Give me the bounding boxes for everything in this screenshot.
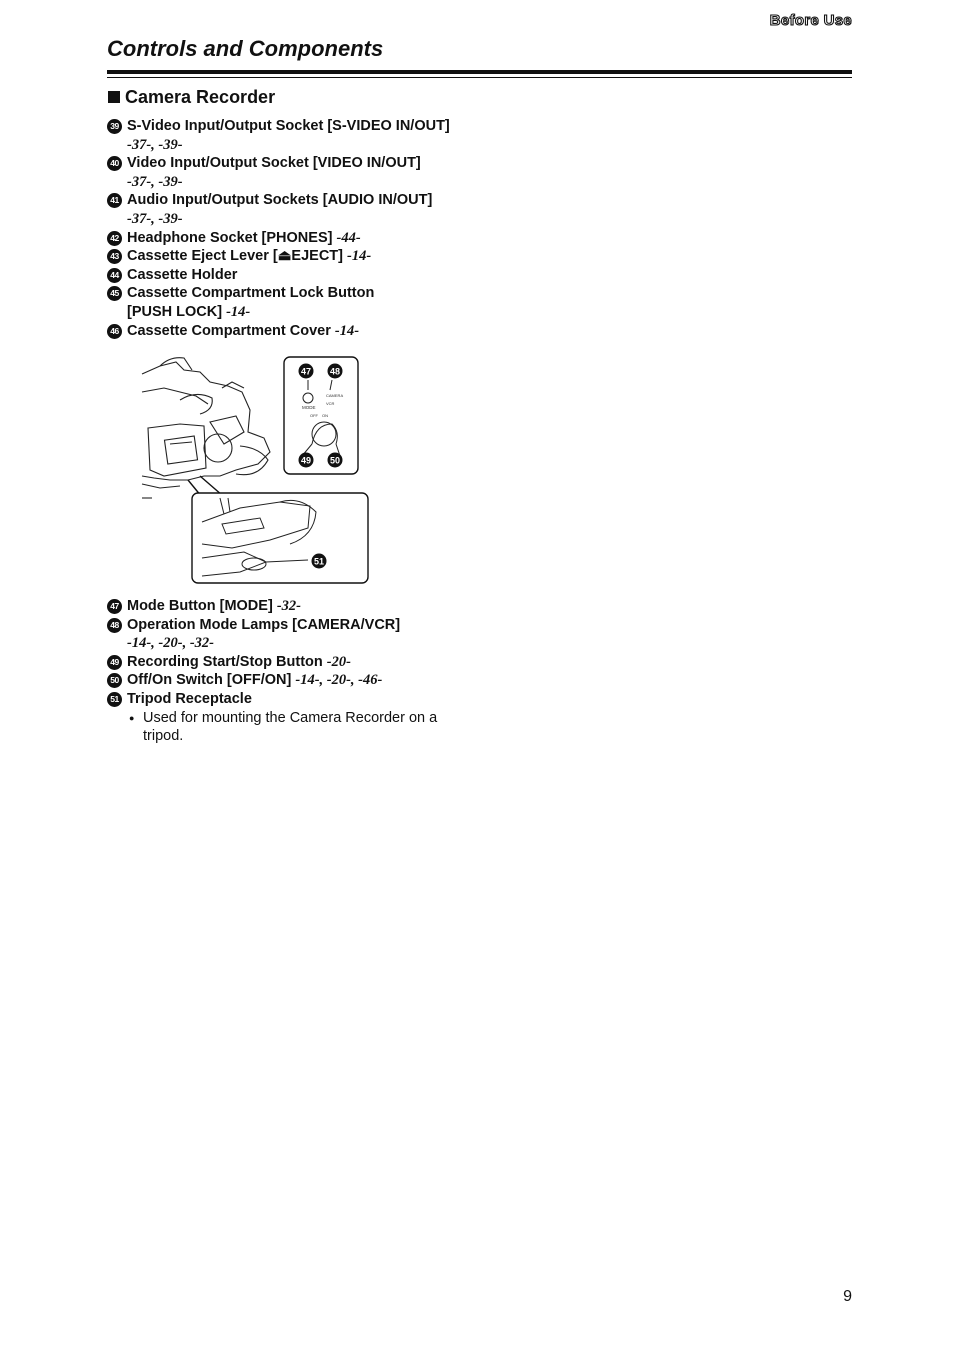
item-number: 51 bbox=[107, 692, 122, 707]
item-ref: -14- bbox=[347, 248, 372, 265]
fig-small-label-on: ON bbox=[322, 413, 328, 418]
item-number: 43 bbox=[107, 249, 122, 264]
item-number: 40 bbox=[107, 156, 122, 171]
camera-illustration bbox=[140, 352, 372, 588]
section-tag: Before Use bbox=[769, 12, 852, 29]
item-number: 49 bbox=[107, 655, 122, 670]
list-item bbox=[107, 247, 487, 266]
item-label: Recording Start/Stop Button bbox=[127, 653, 323, 670]
component-list-top bbox=[107, 117, 487, 340]
item-number: 39 bbox=[107, 119, 122, 134]
item-number: 47 bbox=[107, 599, 122, 614]
list-item bbox=[107, 322, 487, 341]
item-number: 50 bbox=[107, 673, 122, 688]
item-number: 44 bbox=[107, 268, 122, 283]
item-label: Off/On Switch [OFF/ON] bbox=[127, 672, 292, 689]
square-bullet-icon bbox=[108, 91, 120, 103]
item-label: Operation Mode Lamps [CAMERA/VCR] bbox=[127, 616, 401, 633]
item-label: Tripod Receptacle bbox=[127, 690, 252, 707]
inset-controls-box bbox=[284, 357, 358, 474]
title-rule-thin bbox=[107, 77, 852, 78]
list-item bbox=[107, 671, 487, 690]
fig-small-label-mode: MODE bbox=[302, 405, 316, 410]
item-label: Mode Button [MODE] bbox=[127, 598, 273, 614]
callout-51: 51 bbox=[313, 556, 325, 567]
list-item bbox=[107, 229, 487, 248]
item-number: 45 bbox=[107, 286, 122, 301]
item-label: Cassette Compartment Lock Button bbox=[127, 285, 375, 302]
list-item bbox=[107, 191, 487, 228]
subheading-text: Camera Recorder bbox=[125, 87, 276, 107]
item-label: S-Video Input/Output Socket [S-VIDEO IN/OUT] bbox=[127, 118, 450, 134]
callout-50: 50 bbox=[329, 455, 341, 466]
item-number: 41 bbox=[107, 193, 122, 208]
component-list-bottom bbox=[107, 597, 487, 746]
list-item bbox=[107, 597, 487, 616]
item-ref: -37-, -39- bbox=[127, 210, 183, 227]
item-label: Video Input/Output Socket [VIDEO IN/OUT] bbox=[127, 155, 421, 172]
title-rule bbox=[107, 70, 852, 74]
item-number: 46 bbox=[107, 324, 122, 339]
item-ref: -37-, -39- bbox=[127, 173, 183, 190]
list-item bbox=[107, 266, 487, 285]
inset-underside-box bbox=[192, 493, 368, 583]
page-title: Controls and Components bbox=[107, 36, 384, 61]
item-number: 48 bbox=[107, 618, 122, 633]
fig-small-label-off: OFF bbox=[310, 413, 318, 418]
callout-48: 48 bbox=[329, 366, 341, 377]
item-ref: -14-, -20-, -32- bbox=[127, 635, 214, 652]
fig-small-label-vcr: VCR bbox=[326, 401, 335, 406]
item-label: Audio Input/Output Sockets [AUDIO IN/OUT] bbox=[127, 192, 433, 209]
item-label: Headphone Socket [PHONES] bbox=[127, 229, 333, 246]
list-item bbox=[107, 284, 487, 321]
fig-small-label-camera: CAMERA bbox=[326, 393, 344, 398]
item-ref: -44- bbox=[336, 229, 361, 246]
callout-49: 49 bbox=[300, 455, 312, 466]
list-item bbox=[107, 154, 487, 191]
item-label-cont: [PUSH LOCK] bbox=[127, 303, 223, 320]
subheading bbox=[108, 87, 275, 108]
list-item bbox=[107, 653, 487, 672]
item-ref: -14-, -20-, -46- bbox=[295, 672, 383, 689]
item-ref: -14- bbox=[226, 303, 251, 320]
list-item bbox=[107, 117, 487, 154]
item-label: Cassette Eject Lever [⏏EJECT] bbox=[127, 248, 343, 265]
list-item bbox=[107, 616, 487, 653]
list-item bbox=[107, 690, 487, 746]
item-label: Cassette Holder bbox=[127, 266, 238, 283]
item-ref: -32- bbox=[276, 598, 301, 614]
item-label: Cassette Compartment Cover bbox=[127, 322, 331, 339]
item-ref: -20- bbox=[326, 653, 351, 670]
callout-47: 47 bbox=[300, 366, 312, 377]
page-number: 9 bbox=[843, 1288, 852, 1305]
item-ref: -14- bbox=[334, 322, 360, 339]
camera-body-drawing bbox=[142, 358, 270, 502]
item-ref: -37-, -39- bbox=[127, 136, 183, 153]
item-bullet-note: ● Used for mounting the Camera Recorder on a tripod. bbox=[127, 709, 463, 746]
item-number: 42 bbox=[107, 231, 122, 246]
